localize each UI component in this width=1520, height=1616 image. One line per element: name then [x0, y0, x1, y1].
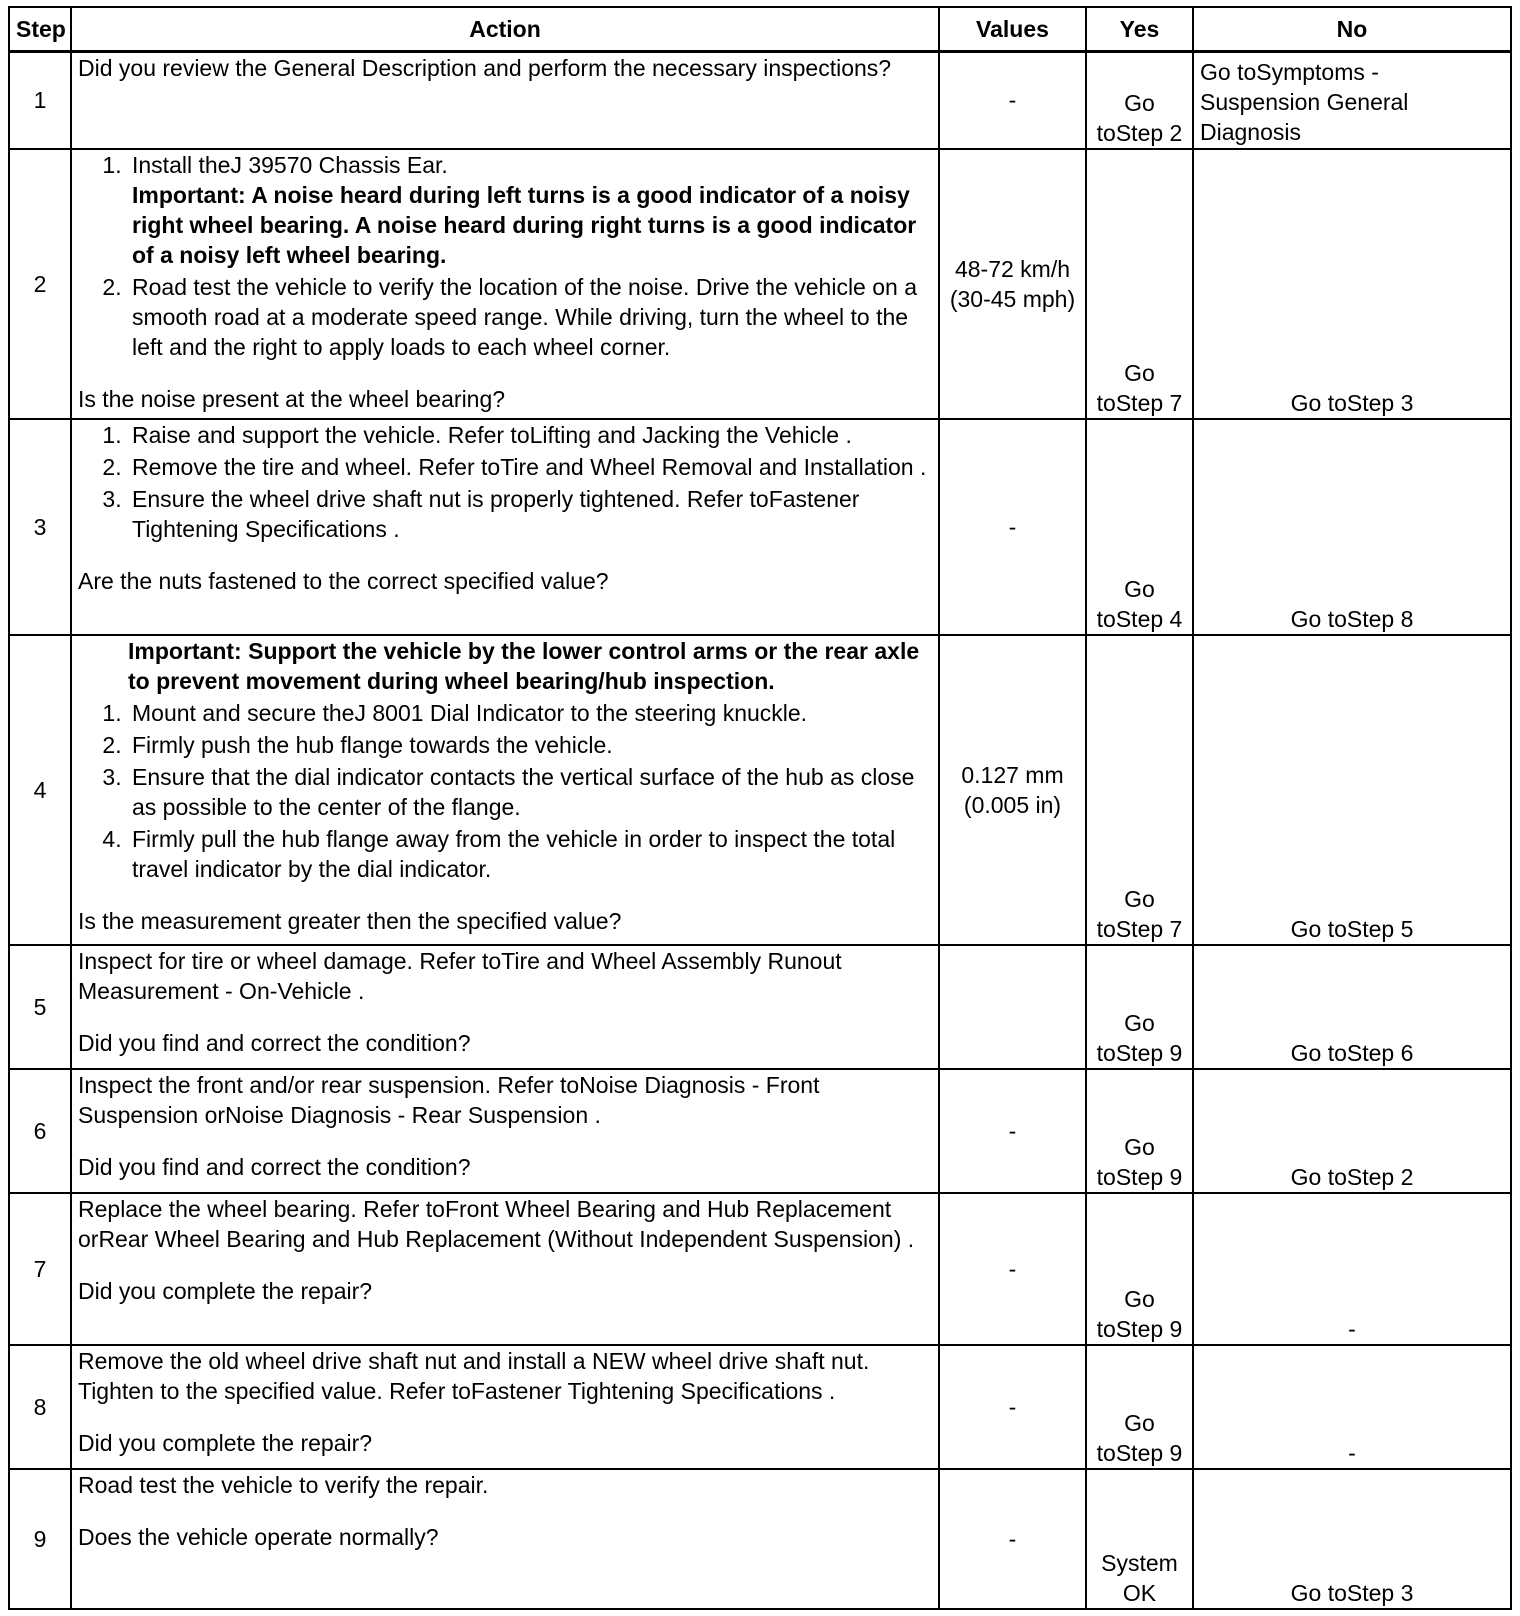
no-cell: Go toStep 5 [1193, 635, 1511, 945]
yes-cell: Go toStep 7 [1086, 149, 1193, 419]
table-row [9, 635, 1511, 945]
action-step: 4. Firmly pull the hub flange away from the vehicle in order to inspect the total travel indicator by the dial indicator. [128, 824, 932, 884]
no-cell: Go toStep 6 [1193, 945, 1511, 1069]
values-cell: - [939, 1069, 1086, 1193]
header-yes: Yes [1086, 7, 1193, 51]
action-cell [71, 1345, 939, 1469]
action-step: 1. Raise and support the vehicle. Refer toLifting and Jacking the Vehicle . [128, 420, 932, 450]
action-question: Are the nuts fastened to the correct specified value? [78, 568, 609, 594]
yes-cell: Go toStep 4 [1086, 419, 1193, 635]
action-question: Did you complete the repair? [78, 1430, 373, 1456]
action-cell [71, 945, 939, 1069]
action-text: Inspect the front and/or rear suspension. Refer toNoise Diagnosis - Front Suspension orNoise Diagnosis - Rear Suspension . [78, 1072, 820, 1128]
header-action: Action [71, 7, 939, 51]
action-steps [78, 698, 932, 884]
step-number: 6 [9, 1069, 71, 1193]
action-steps [78, 150, 932, 362]
table-row [9, 419, 1511, 635]
values-cell [939, 945, 1086, 1069]
table-row [9, 1345, 1511, 1469]
action-step: 1. Mount and secure theJ 8001 Dial Indicator to the steering knuckle. [128, 698, 932, 728]
yes-cell: Go toStep 9 [1086, 1345, 1193, 1469]
action-step: 2. Road test the vehicle to verify the location of the noise. Drive the vehicle on a smooth road at a moderate speed range. While driving, turn the wheel to the left and the right to apply loads to each wheel corner. [128, 272, 932, 362]
action-cell [71, 51, 939, 149]
step-number: 8 [9, 1345, 71, 1469]
yes-cell: Go toStep 7 [1086, 635, 1193, 945]
action-question: Did you find and correct the condition? [78, 1154, 471, 1180]
action-step-text: Install theJ 39570 Chassis Ear. [132, 152, 448, 178]
yes-cell: Go toStep 2 [1086, 51, 1193, 149]
action-text: Inspect for tire or wheel damage. Refer toTire and Wheel Assembly Runout Measurement - On-Vehicle . [78, 948, 842, 1004]
action-cell [71, 1069, 939, 1193]
action-question: Did you complete the repair? [78, 1278, 373, 1304]
table-row [9, 945, 1511, 1069]
yes-cell: Go toStep 9 [1086, 1193, 1193, 1345]
values-cell: - [939, 51, 1086, 149]
action-question: Is the noise present at the wheel bearing? [78, 386, 506, 412]
action-step: 2. Remove the tire and wheel. Refer toTire and Wheel Removal and Installation . [128, 452, 932, 482]
values-cell: - [939, 419, 1086, 635]
table-row [9, 51, 1511, 149]
important-note: Important: Support the vehicle by the lower control arms or the rear axle to prevent movement during wheel bearing/hub inspection. [128, 638, 920, 694]
action-question: Does the vehicle operate normally? [78, 1524, 439, 1550]
no-cell: - [1193, 1345, 1511, 1469]
no-cell: Go toStep 3 [1193, 1469, 1511, 1609]
step-number: 3 [9, 419, 71, 635]
header-values: Values [939, 7, 1086, 51]
header-row [9, 7, 1511, 51]
step-number: 5 [9, 945, 71, 1069]
step-number: 4 [9, 635, 71, 945]
action-text: Road test the vehicle to verify the repair. [78, 1472, 489, 1498]
step-number: 2 [9, 149, 71, 419]
yes-cell: Go toStep 9 [1086, 1069, 1193, 1193]
action-text: Did you review the General Description and perform the necessary inspections? [78, 54, 892, 81]
action-cell [71, 419, 939, 635]
action-question: Did you find and correct the condition? [78, 1030, 471, 1056]
values-cell: - [939, 1193, 1086, 1345]
table-row [9, 1069, 1511, 1193]
yes-cell: Go toStep 9 [1086, 945, 1193, 1069]
action-text: Replace the wheel bearing. Refer toFront Wheel Bearing and Hub Replacement orRear Wheel Bearing and Hub Replacement (Without Independent Suspension) . [78, 1196, 915, 1252]
no-cell: Go toStep 2 [1193, 1069, 1511, 1193]
no-cell: Go toStep 3 [1193, 149, 1511, 419]
table-row [9, 1469, 1511, 1609]
step-number: 7 [9, 1193, 71, 1345]
values-cell: - [939, 1469, 1086, 1609]
header-step: Step [9, 7, 71, 51]
header-no: No [1193, 7, 1511, 51]
table-row [9, 149, 1511, 419]
yes-cell: System OK [1086, 1469, 1193, 1609]
action-cell [71, 1469, 939, 1609]
values-cell: 48-72 km/h (30-45 mph) [939, 149, 1086, 419]
action-cell [71, 149, 939, 419]
values-cell: - [939, 1345, 1086, 1469]
no-cell: Go toSymptoms - Suspension General Diagnosis [1193, 51, 1511, 149]
action-step: 2. Firmly push the hub flange towards the vehicle. [128, 730, 932, 760]
step-number: 9 [9, 1469, 71, 1609]
step-number: 1 [9, 51, 71, 149]
table-row [9, 1193, 1511, 1345]
action-step [128, 150, 932, 270]
diagnostic-table [8, 6, 1512, 1610]
action-question: Is the measurement greater then the specified value? [78, 908, 622, 934]
action-cell [71, 1193, 939, 1345]
no-cell: - [1193, 1193, 1511, 1345]
no-cell: Go toStep 8 [1193, 419, 1511, 635]
action-step: 3. Ensure that the dial indicator contacts the vertical surface of the hub as close as possible to the center of the flange. [128, 762, 932, 822]
important-note: Important: A noise heard during left turns is a good indicator of a noisy right wheel bearing. A noise heard during right turns is a good indicator of a noisy left wheel bearing. [132, 182, 917, 268]
action-text: Remove the old wheel drive shaft nut and install a NEW wheel drive shaft nut. Tighten to the specified value. Refer toFastener Tightening Specifications . [78, 1348, 870, 1404]
action-step: 3. Ensure the wheel drive shaft nut is properly tightened. Refer toFastener Tightening Specifications . [128, 484, 932, 544]
action-steps [78, 420, 932, 544]
values-cell: 0.127 mm (0.005 in) [939, 635, 1086, 945]
action-cell [71, 635, 939, 945]
